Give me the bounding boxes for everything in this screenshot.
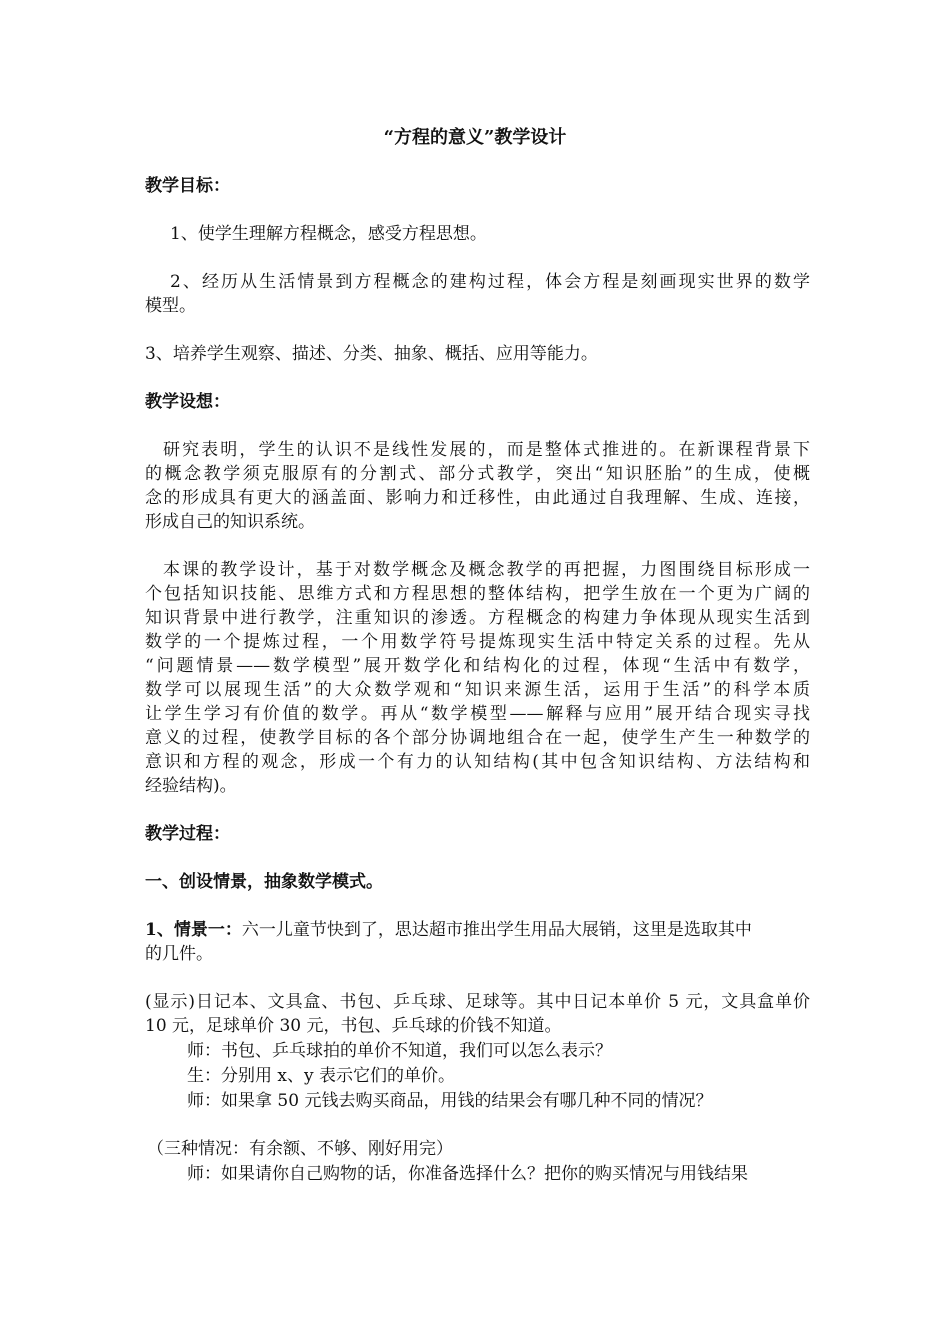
goal-3: 3、培养学生观察、描述、分类、抽象、概括、应用等能力。 <box>145 344 598 364</box>
idea-p2-line-3: 知识背景中进行教学，注重知识的渗透。方程概念的构建力争体现从现实生活到 <box>145 608 810 628</box>
goal-1: 1、使学生理解方程概念，感受方程思想。 <box>170 224 487 244</box>
goals-heading: 教学目标： <box>145 176 230 196</box>
idea-p2-line-5: “问题情景——数学模型”展开数学化和结构化的过程，体现“生活中有数学， <box>145 656 810 676</box>
display-line-1: (显示)日记本、文具盒、书包、乒乓球、足球等。其中日记本单价 5 元，文具盒单价 <box>145 992 810 1012</box>
idea-p2-line-1: 本课的教学设计，基于对数学概念及概念教学的再把握，力图围绕目标形成一 <box>163 560 810 580</box>
idea-heading: 教学设想： <box>145 392 230 412</box>
three-cases-note: （三种情况：有余额、不够、刚好用完） <box>147 1139 453 1159</box>
scene-1-text: 六一儿童节快到了，思达超市推出学生用品大展销，这里是选取其中 <box>241 920 752 940</box>
idea-p2-line-4: 数学的一个提炼过程，一个用数学符号提炼现实生活中特定关系的过程。先从 <box>145 632 810 652</box>
scene-1-line-2: 的几件。 <box>145 944 213 964</box>
dialog-student-1: 生：分别用 x、y 表示它们的单价。 <box>187 1066 455 1086</box>
idea-p2-line-2: 个包括知识技能、思维方式和方程思想的整体结构，把学生放在一个更为广阔的 <box>145 584 810 604</box>
goal-2-line-1: 2、经历从生活情景到方程概念的建构过程，体会方程是刻画现实世界的数学 <box>170 272 810 292</box>
step-1-heading: 一、创设情景，抽象数学模式。 <box>145 872 383 892</box>
dialog-teacher-3: 师：如果请你自己购物的话，你准备选择什么？把你的购买情况与用钱结果 <box>187 1164 748 1184</box>
idea-p1-line-3: 念的形成具有更大的涵盖面、影响力和迁移性，由此通过自我理解、生成、连接， <box>145 488 810 508</box>
idea-p2-line-6: 数学可以展现生活”的大众数学观和“知识来源生活，运用于生活”的科学本质 <box>145 680 810 700</box>
idea-p2-line-8: 意义的过程，使教学目标的各个部分协调地组合在一起，使学生产生一种数学的 <box>145 728 810 748</box>
idea-p2-line-9: 意识和方程的观念，形成一个有力的认知结构(其中包含知识结构、方法结构和 <box>145 752 810 772</box>
display-line-2: 10 元，足球单价 30 元，书包、乒乓球的价钱不知道。 <box>145 1016 562 1036</box>
scene-1-label: 1、情景一： <box>145 920 242 940</box>
idea-p1-line-2: 的概念教学须克服原有的分割式、部分式教学，突出“知识胚胎”的生成，使概 <box>145 464 810 484</box>
document-title: “方程的意义”教学设计 <box>383 127 567 148</box>
goal-2-line-2: 模型。 <box>145 296 196 316</box>
scene-1-line-1 <box>145 918 810 942</box>
process-heading: 教学过程： <box>145 824 230 844</box>
idea-p2-line-7: 让学生学习有价值的数学。再从“数学模型——解释与应用”展开结合现实寻找 <box>145 704 810 724</box>
dialog-teacher-2: 师：如果拿 50 元钱去购买商品，用钱的结果会有哪几种不同的情况？ <box>187 1091 713 1111</box>
idea-p2-line-10: 经验结构)。 <box>145 776 237 796</box>
dialog-teacher-1: 师：书包、乒乓球拍的单价不知道，我们可以怎么表示？ <box>187 1041 612 1061</box>
idea-p1-line-4: 形成自己的知识系统。 <box>145 512 315 532</box>
idea-p1-line-1: 研究表明，学生的认识不是线性发展的，而是整体式推进的。在新课程背景下 <box>163 440 810 460</box>
